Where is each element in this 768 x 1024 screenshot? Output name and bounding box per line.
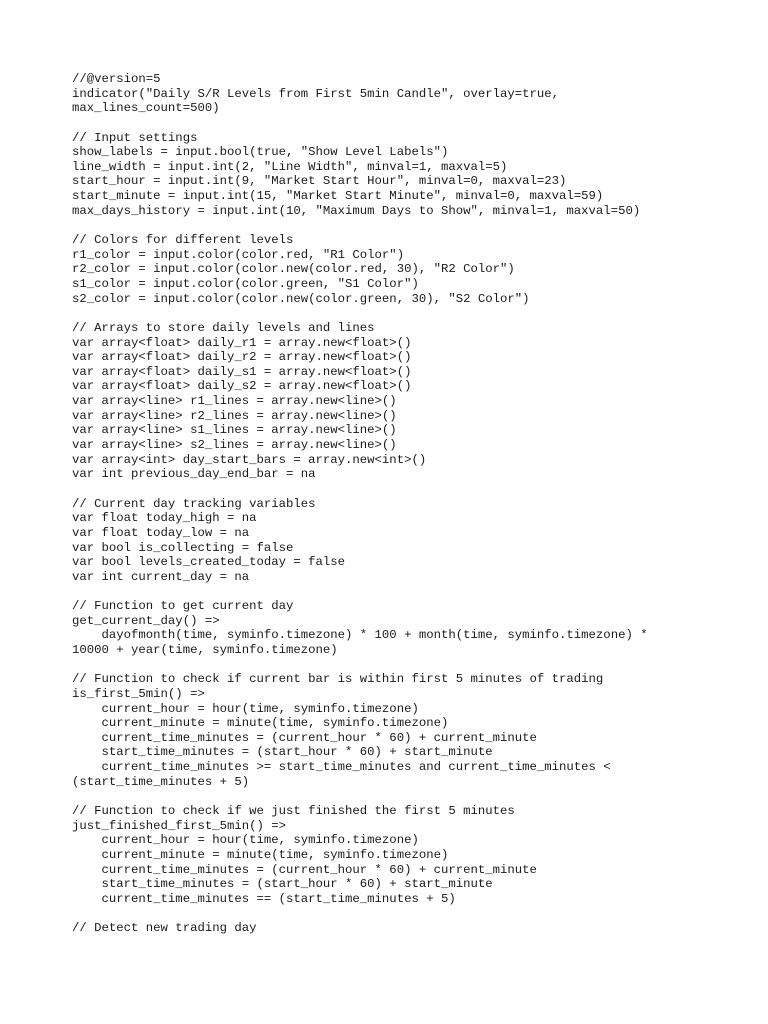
code-line: current_time_minutes >= start_time_minutes and current_time_minutes < [72, 760, 611, 775]
code-line: s2_color = input.color(color.new(color.green, 30), "S2 Color") [72, 291, 530, 306]
code-line: start_minute = input.int(15, "Market Start Minute", minval=0, maxval=59) [72, 189, 604, 204]
code-line: // Function to get current day [72, 599, 294, 614]
code-line: //@version=5 [72, 72, 161, 86]
code-line: var bool is_collecting = false [72, 540, 294, 555]
code-line [72, 584, 712, 599]
code-line: var float today_low = na [72, 525, 250, 540]
code-line: // Colors for different levels [72, 233, 294, 248]
code-line: r2_color = input.color(color.new(color.red, 30), "R2 Color") [72, 262, 515, 277]
code-line: // Function to check if we just finished the first 5 minutes [72, 804, 515, 819]
code-line: var array<int> day_start_bars = array.new<int>() [72, 452, 427, 467]
code-line [72, 658, 712, 673]
code-line: start_time_minutes = (start_hour * 60) + start_minute [72, 745, 493, 760]
code-line: is_first_5min() => [72, 686, 205, 701]
code-line: var bool levels_created_today = false [72, 555, 346, 570]
code-line: var array<line> r1_lines = array.new<line>() [72, 394, 397, 409]
code-line: var array<float> daily_r2 = array.new<float>() [72, 350, 412, 365]
code-line: indicator("Daily S/R Levels from First 5min Candle", overlay=true, [72, 86, 560, 101]
code-line: var float today_high = na [72, 511, 257, 526]
code-line: var array<line> s2_lines = array.new<line>() [72, 438, 397, 453]
code-line: var int previous_day_end_bar = na [72, 467, 316, 482]
code-line [72, 116, 712, 131]
code-line [72, 482, 712, 497]
code-line [72, 218, 712, 233]
code-line: get_current_day() => [72, 613, 220, 628]
code-line: dayofmonth(time, syminfo.timezone) * 100 + month(time, syminfo.timezone) * [72, 628, 648, 643]
code-line: show_labels = input.bool(true, "Show Level Labels") [72, 145, 449, 160]
code-line: current_hour = hour(time, syminfo.timezone) [72, 833, 419, 848]
code-line: var array<float> daily_s2 = array.new<float>() [72, 379, 412, 394]
code-line: current_time_minutes = (current_hour * 60) + current_minute [72, 862, 537, 877]
code-line: // Arrays to store daily levels and lines [72, 320, 375, 335]
code-line [72, 306, 712, 321]
code-line: current_minute = minute(time, syminfo.timezone) [72, 847, 449, 862]
code-line: // Function to check if current bar is within first 5 minutes of trading [72, 672, 604, 687]
code-line: 10000 + year(time, syminfo.timezone) [72, 642, 338, 657]
code-line: // Detect new trading day [72, 921, 257, 936]
code-line [72, 907, 712, 922]
code-line: (start_time_minutes + 5) [72, 774, 250, 789]
code-line: current_time_minutes = (current_hour * 60) + current_minute [72, 730, 537, 745]
code-line: var int current_day = na [72, 569, 250, 584]
code-line: // Input settings [72, 130, 198, 145]
code-line: current_hour = hour(time, syminfo.timezone) [72, 701, 419, 716]
code-line: r1_color = input.color(color.red, "R1 Color") [72, 247, 405, 262]
code-line: max_days_history = input.int(10, "Maximum Days to Show", minval=1, maxval=50) [72, 203, 641, 218]
code-line: start_time_minutes = (start_hour * 60) + start_minute [72, 877, 493, 892]
code-line: start_hour = input.int(9, "Market Start Hour", minval=0, maxval=23) [72, 174, 567, 189]
code-line: var array<line> s1_lines = array.new<line>() [72, 423, 397, 438]
code-line: // Current day tracking variables [72, 496, 316, 511]
code-line: var array<float> daily_r1 = array.new<float>() [72, 335, 412, 350]
code-line: max_lines_count=500) [72, 101, 220, 116]
code-line: s1_color = input.color(color.green, "S1 Color") [72, 276, 419, 291]
code-block [72, 72, 712, 936]
code-line: current_minute = minute(time, syminfo.timezone) [72, 716, 449, 731]
code-line: just_finished_first_5min() => [72, 818, 287, 833]
code-line: var array<line> r2_lines = array.new<line>() [72, 408, 397, 423]
code-line: line_width = input.int(2, "Line Width", minval=1, maxval=5) [72, 159, 508, 174]
code-line: current_time_minutes == (start_time_minutes + 5) [72, 891, 456, 906]
code-line [72, 789, 712, 804]
code-line: var array<float> daily_s1 = array.new<float>() [72, 364, 412, 379]
